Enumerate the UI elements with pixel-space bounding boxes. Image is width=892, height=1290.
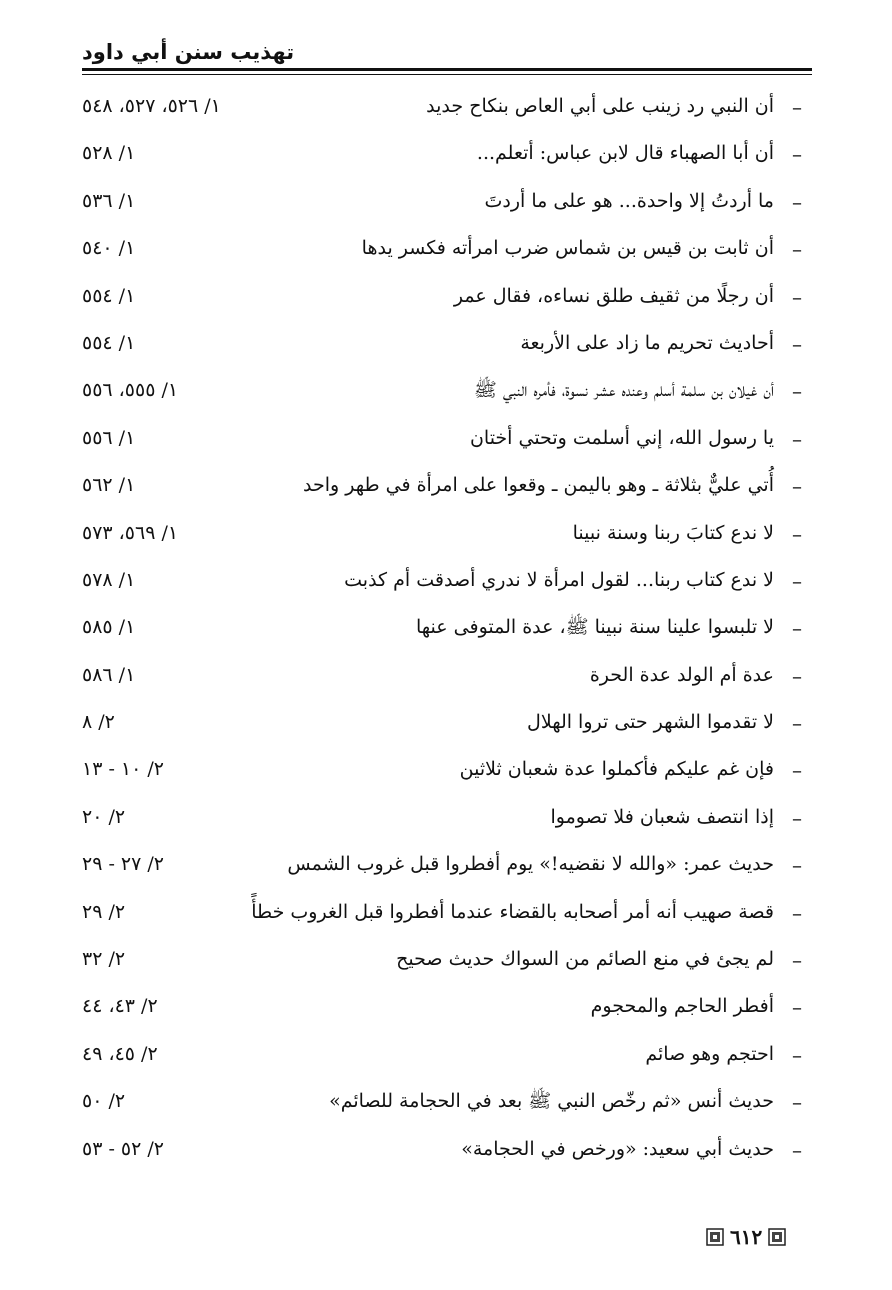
entry-text: يا رسول الله، إني أسلمت وتحتي أختان [469, 426, 774, 449]
list-item [82, 1034, 802, 1081]
bullet-dash: – [792, 711, 802, 736]
bullet-dash: – [792, 189, 802, 214]
entry-text: قصة صهيب أنه أمر أصحابه بالقضاء عندما أفطروا قبل الغروب خطأً [251, 900, 774, 923]
list-item [82, 749, 802, 796]
list-item [82, 939, 802, 986]
bullet-dash: – [792, 284, 802, 309]
list-item [82, 418, 802, 465]
entry-reference: ١/ ٥٥٤ [82, 284, 136, 307]
entry-reference: ٢/ ٥٢ - ٥٣ [82, 1137, 165, 1160]
page-number: ٦١٢ [730, 1225, 763, 1249]
list-item [82, 607, 802, 654]
entry-reference: ١/ ٥٦٩، ٥٧٣ [82, 521, 179, 544]
entry-text: أفطر الحاجم والمحجوم [590, 995, 774, 1018]
ornament-square-icon [706, 1228, 724, 1246]
entry-reference: ١/ ٥٥٤ [82, 331, 136, 354]
header-rule-thick [82, 68, 812, 71]
entry-text: لا تقدموا الشهر حتى تروا الهلال [527, 711, 774, 734]
list-item [82, 323, 802, 370]
entry-reference: ٢/ ٤٣، ٤٤ [82, 995, 158, 1018]
entry-text: لا تلبسوا علينا سنة نبينا ﷺ، عدة المتوفى عنها [416, 616, 774, 639]
bullet-dash: – [792, 521, 802, 546]
entry-reference: ١/ ٥٦٢ [82, 474, 136, 497]
bullet-dash: – [792, 1042, 802, 1067]
entry-text: لم يجئ في منع الصائم من السواك حديث صحيح [396, 948, 774, 971]
entry-reference: ٢/ ٣٢ [82, 948, 126, 971]
list-item [82, 228, 802, 275]
entry-text: أحاديث تحريم ما زاد على الأربعة [520, 331, 774, 354]
entry-reference: ١/ ٥٧٨ [82, 568, 136, 591]
entry-text: حديث أنس «ثم رخّص النبي ﷺ بعد في الحجامة للصائم» [329, 1090, 774, 1113]
entry-reference: ١/ ٥٢٨ [82, 142, 136, 165]
entry-reference: ١/ ٥٢٦، ٥٢٧، ٥٤٨ [82, 95, 221, 117]
entry-reference: ٢/ ٤٥، ٤٩ [82, 1042, 158, 1065]
bullet-dash: – [792, 853, 802, 878]
list-item [82, 133, 802, 180]
bullet-dash: – [792, 1090, 802, 1115]
bullet-dash: – [792, 616, 802, 641]
entry-text: أن أبا الصهباء قال لابن عباس: أتعلم... [476, 142, 774, 165]
bullet-dash: – [792, 95, 802, 119]
list-item [82, 797, 802, 844]
bullet-dash: – [792, 142, 802, 167]
bullet-dash: – [792, 758, 802, 783]
entry-text: عدة أم الولد عدة الحرة [589, 663, 774, 686]
entry-text: حديث عمر: «والله لا نقضيه!» يوم أفطروا قبل غروب الشمس [287, 853, 774, 876]
bullet-dash: – [792, 474, 802, 499]
book-title: تهذيب سنن أبي داود [82, 40, 295, 64]
list-item [82, 1081, 802, 1128]
entry-reference: ٢/ ١٠ - ١٣ [82, 758, 165, 781]
list-item [82, 1129, 802, 1176]
page-footer [706, 1222, 786, 1252]
bullet-dash: – [792, 900, 802, 925]
bullet-dash: – [792, 995, 802, 1020]
entry-text: أن ثابت بن قيس بن شماس ضرب امرأته فكسر يدها [361, 237, 774, 260]
list-item [82, 844, 802, 891]
bullet-dash: – [792, 379, 802, 404]
ornament-square-icon [768, 1228, 786, 1246]
page-header [82, 38, 812, 74]
entry-text: فإن غم عليكم فأكملوا عدة شعبان ثلاثين [459, 758, 774, 781]
list-item [82, 560, 802, 607]
entry-text: ما أردتُ إلا واحدة... هو على ما أردتَ [484, 189, 774, 212]
hadith-index-list [82, 86, 802, 1176]
list-item [82, 86, 802, 133]
bullet-dash: – [792, 1137, 802, 1162]
list-item [82, 181, 802, 228]
list-item [82, 655, 802, 702]
header-rule-thin [82, 74, 812, 75]
entry-text: إذا انتصف شعبان فلا تصوموا [550, 805, 774, 828]
entry-reference: ٢/ ٨ [82, 711, 115, 734]
entry-reference: ١/ ٥٨٥ [82, 616, 136, 639]
list-item [82, 513, 802, 560]
entry-text: أن غيلان بن سلمة أسلم وعنده عشر نسوة، فأمره النبي ﷺ [473, 379, 774, 402]
entry-text: لا ندع كتابَ ربنا وسنة نبينا [572, 521, 774, 544]
entry-text: أن النبي رد زينب على أبي العاص بنكاح جديد [426, 95, 774, 117]
entry-reference: ١/ ٥٥٥، ٥٥٦ [82, 379, 179, 402]
bullet-dash: – [792, 331, 802, 356]
entry-reference: ١/ ٥٤٠ [82, 237, 136, 260]
list-item [82, 276, 802, 323]
entry-text: أُتي عليٌّ بثلاثة ـ وهو باليمن ـ وقعوا على امرأة في طهر واحد [303, 474, 774, 497]
entry-reference: ٢/ ٥٠ [82, 1090, 126, 1113]
entry-text: حديث أبي سعيد: «ورخص في الحجامة» [461, 1137, 774, 1160]
list-item [82, 892, 802, 939]
list-item [82, 465, 802, 512]
bullet-dash: – [792, 805, 802, 830]
bullet-dash: – [792, 426, 802, 451]
entry-reference: ٢/ ٢٠ [82, 805, 126, 828]
entry-reference: ١/ ٥٥٦ [82, 426, 136, 449]
bullet-dash: – [792, 948, 802, 973]
entry-reference: ١/ ٥٣٦ [82, 189, 136, 212]
entry-reference: ٢/ ٢٩ [82, 900, 126, 923]
entry-text: أن رجلًا من ثقيف طلق نساءه، فقال عمر [453, 284, 774, 307]
list-item [82, 986, 802, 1033]
entry-reference: ٢/ ٢٧ - ٢٩ [82, 853, 165, 876]
list-item [82, 702, 802, 749]
list-item [82, 370, 802, 417]
bullet-dash: – [792, 663, 802, 688]
bullet-dash: – [792, 568, 802, 593]
entry-text: لا ندع كتاب ربنا... لقول امرأة لا ندري أصدقت أم كذبت [344, 568, 774, 591]
bullet-dash: – [792, 237, 802, 262]
entry-reference: ١/ ٥٨٦ [82, 663, 136, 686]
entry-text: احتجم وهو صائم [645, 1042, 774, 1065]
